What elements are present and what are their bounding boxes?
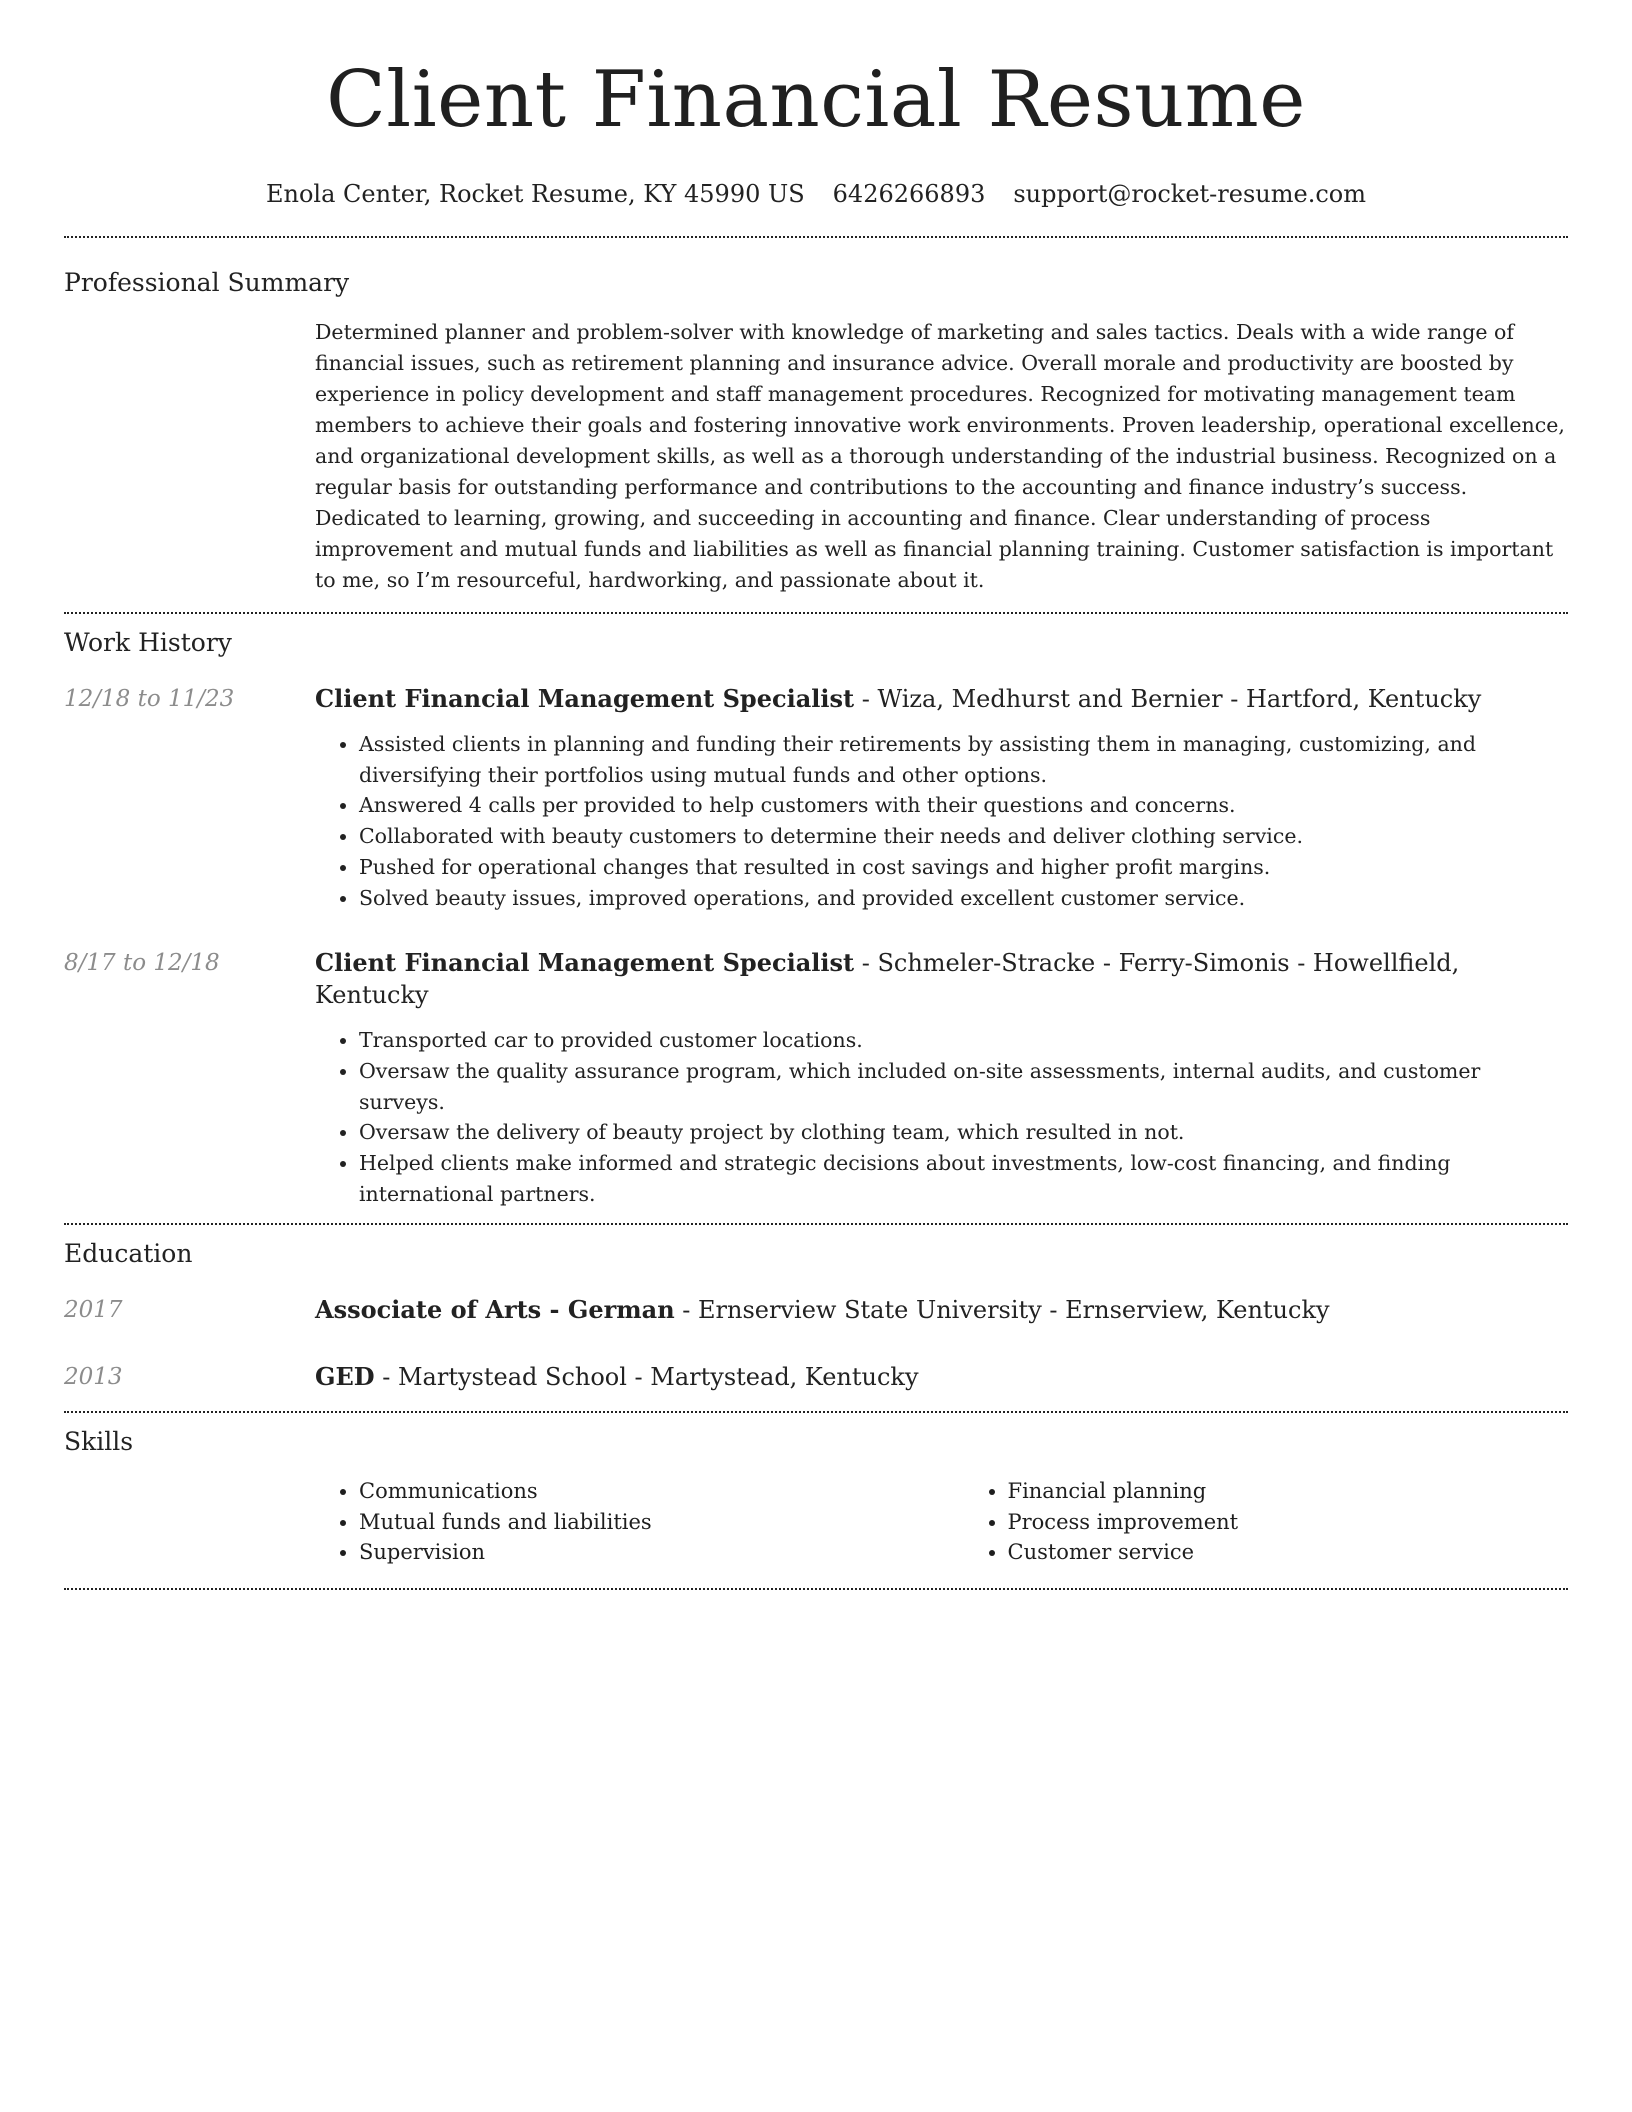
contact-address: Enola Center, Rocket Resume, KY 45990 US: [266, 180, 805, 208]
job-bullets: [315, 729, 1568, 913]
work-history-section: [64, 614, 1568, 1209]
summary-heading: Professional Summary: [64, 268, 350, 297]
list-item: • Assisted clients in planning and funding their retirements by assisting them in managing, customizing, and diversifying their portfolios using mutual funds and other options.: [359, 729, 1568, 790]
summary-text: Determined planner and problem-solver with knowledge of marketing and sales tactics. Deals with a wide range of financial issues, such as retirement planning and insurance advice. Overall morale and productivity are boosted by experience in policy development and staff management procedures. Recognized for motivating management team members to achieve their goals and fostering innovative work environments. Proven leadership, operational excellence, and organizational development skills, as well as a thorough understanding of the industrial business. Recognized on a regular basis for outstanding performance and contributions to the accounting and finance industry’s success. Dedicated to learning, growing, and succeeding in accounting and finance. Clear understanding of process improvement and mutual funds and liabilities as well as financial planning training. Customer satisfaction is important to me, so I’m resourceful, hardworking, and passionate about it.: [315, 320, 1565, 592]
job-role: Client Financial Management Specialist: [315, 684, 855, 713]
job-entry: [64, 947, 1568, 1209]
contact-email: support@rocket-resume.com: [1013, 180, 1366, 208]
contact-line: [64, 178, 1568, 210]
job-role: Client Financial Management Specialist: [315, 948, 855, 978]
list-item: • Oversaw the quality assurance program, which included on-site assessments, internal audits, and customer surveys.: [359, 1056, 1568, 1117]
education-entry: [64, 1294, 1568, 1326]
list-item: • Pushed for operational changes that resulted in cost savings and higher profit margins.: [359, 852, 1568, 883]
job-title: [315, 683, 1481, 715]
skills-grid: [315, 1476, 1568, 1568]
job-dates: 12/18 to 11/23: [64, 686, 235, 712]
job-entry: [64, 683, 1568, 913]
education-year: 2017: [64, 1297, 123, 1324]
contact-phone: 6426266893: [832, 180, 986, 208]
list-item: • Mutual funds and liabilities: [359, 1507, 920, 1538]
education-degree: GED: [315, 1362, 375, 1392]
resume-title: Client Financial Resume: [326, 55, 1306, 145]
list-item: • Process improvement: [1008, 1507, 1569, 1538]
list-item: • Supervision: [359, 1537, 920, 1568]
skills-list-left: [315, 1476, 920, 1568]
divider: [64, 1588, 1568, 1590]
list-item: • Answered 4 calls per provided to help customers with their questions and concerns.: [359, 790, 1568, 821]
list-item: • Financial planning: [1008, 1476, 1569, 1507]
education-year: 2013: [64, 1364, 123, 1391]
skills-heading: Skills: [64, 1427, 134, 1457]
education-details: - Martystead School - Martystead, Kentucky: [374, 1363, 919, 1392]
work-history-heading: Work History: [64, 628, 232, 657]
job-dates: 8/17 to 12/18: [64, 950, 220, 977]
job-title: [315, 947, 1568, 1011]
list-item: • Helped clients make informed and strategic decisions about investments, low-cost financing, and finding international partners.: [359, 1148, 1568, 1209]
skills-section: [64, 1413, 1568, 1568]
job-bullets: [315, 1025, 1568, 1209]
job-details: - Wiza, Medhurst and Bernier - Hartford, Kentucky: [854, 685, 1482, 713]
list-item: • Collaborated with beauty customers to determine their needs and deliver clothing service.: [359, 821, 1568, 852]
education-heading: Education: [64, 1239, 193, 1269]
education-details: - Ernserview State University - Ernserview, Kentucky: [674, 1296, 1330, 1325]
list-item: • Communications: [359, 1476, 920, 1507]
education-section: [64, 1225, 1568, 1393]
resume-page: [64, 0, 1568, 1590]
resume-header: [64, 0, 1568, 210]
job-details: - Schmeler-Stracke - Ferry-Simonis - Howellfield, Kentucky: [315, 949, 1460, 1010]
education-title: [315, 1361, 919, 1393]
list-item: • Customer service: [1008, 1537, 1569, 1568]
education-title: [315, 1294, 1330, 1326]
skills-list-right: [964, 1476, 1569, 1568]
education-entry: [64, 1361, 1568, 1393]
list-item: • Solved beauty issues, improved operations, and provided excellent customer service.: [359, 883, 1568, 914]
summary-section: [64, 238, 1568, 596]
list-item: • Oversaw the delivery of beauty project by clothing team, which resulted in not.: [359, 1117, 1568, 1148]
education-degree: Associate of Arts - German: [315, 1295, 675, 1325]
list-item: • Transported car to provided customer locations.: [359, 1025, 1568, 1056]
